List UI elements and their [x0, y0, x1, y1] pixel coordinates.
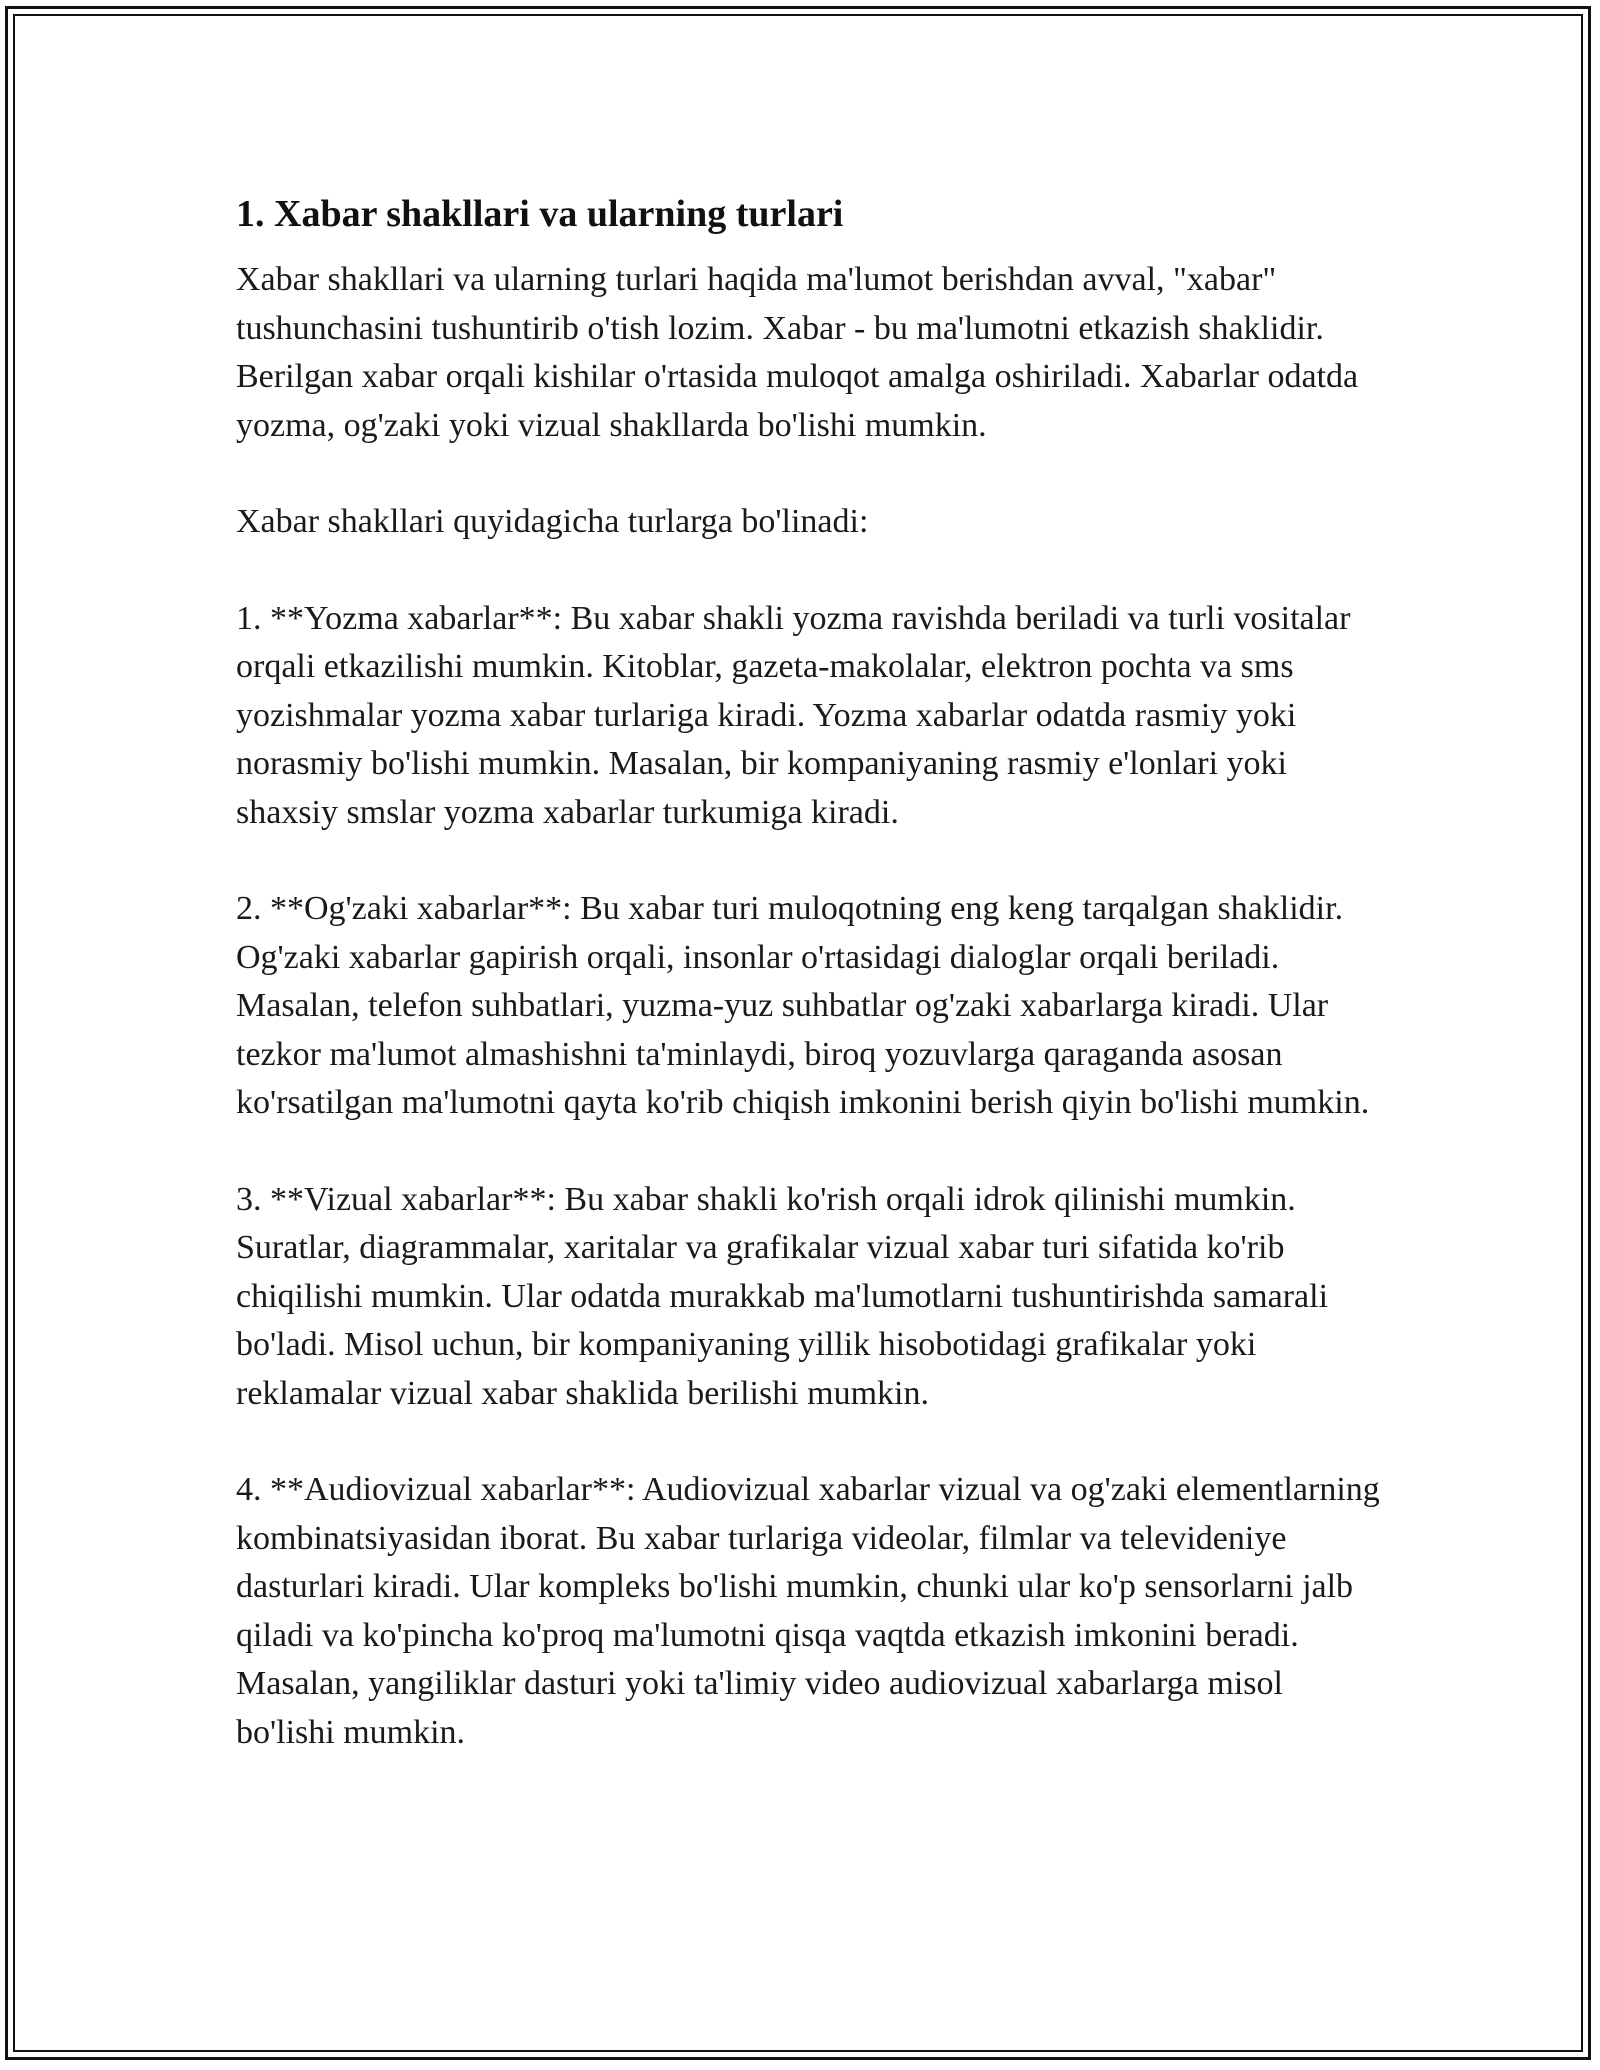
oral-messages-paragraph: 2. **Og'zaki xabarlar**: Bu xabar turi muloqotning eng keng tarqalgan shaklidir. Og'zaki xabarlar gapirish orqali, insonlar o'rtasidagi dialoglar orqali beriladi. Masalan, telefon suhbatlari, yuzma-yuz suhbatlar og'zaki xabarlarga kiradi. Ular tezkor ma'lumot almashishni ta'minlaydi, biroq yozuvlarga qaraganda asosan ko'rsatilgan ma'lumotni qayta ko'rib chiqish imkonini berish qiyin bo'lishi mumkin.	[236, 890, 1370, 1121]
audiovisual-messages-paragraph: 4. **Audiovizual xabarlar**: Audiovizual xabarlar vizual va og'zaki elementlarning kombinatsiyasidan iborat. Bu xabar turlariga videolar, filmlar va televideniye dasturlari kiradi. Ular kompleks bo'lishi mumkin, chunki ular ko'p sensorlarni jalb qiladi va ko'pincha ko'proq ma'lumotni qisqa vaqtda etkazish imkonini beradi. Masalan, yangiliklar dasturi yoki ta'limiy video audiovizual xabarlarga misol bo'lishi mumkin.	[236, 1471, 1380, 1751]
document-title: 1. Xabar shakllari va ularning turlari	[236, 193, 844, 235]
written-messages-paragraph: 1. **Yozma xabarlar**: Bu xabar shakli yozma ravishda beriladi va turli vositalar orqali etkazilishi mumkin. Kitoblar, gazeta-makolalar, elektron pochta va sms yozishmalar yozma xabar turlariga kiradi. Yozma xabarlar odatda rasmiy yoki norasmiy bo'lishi mumkin. Masalan, bir kompaniyaning rasmiy e'lonlari yoki shaxsiy smslar yozma xabarlar turkumiga kiradi.	[236, 599, 1351, 831]
visual-messages-paragraph: 3. **Vizual xabarlar**: Bu xabar shakli ko'rish orqali idrok qilinishi mumkin. Suratlar, diagrammalar, xaritalar va grafikalar vizual xabar turi sifatida ko'rib chiqilishi mumkin. Ular odatda murakkab ma'lumotlarni tushuntirishda samarali bo'ladi. Misol uchun, bir kompaniyaning yillik hisobotidagi grafikalar yoki reklamalar vizual xabar shaklida berilishi mumkin.	[236, 1180, 1329, 1412]
document-body	[236, 186, 1386, 1757]
intro-paragraph: Xabar shakllari va ularning turlari haqida ma'lumot berishdan avval, "xabar" tushunchasini tushuntirib o'tish lozim. Xabar - bu ma'lumotni etkazish shaklidir. Berilgan xabar orqali kishilar o'rtasida muloqot amalga oshiriladi. Xabarlar odatda yozma, og'zaki yoki vizual shakllarda bo'lishi mumkin.	[236, 261, 1359, 444]
types-intro-paragraph: Xabar shakllari quyidagicha turlarga bo'linadi:	[236, 503, 869, 540]
